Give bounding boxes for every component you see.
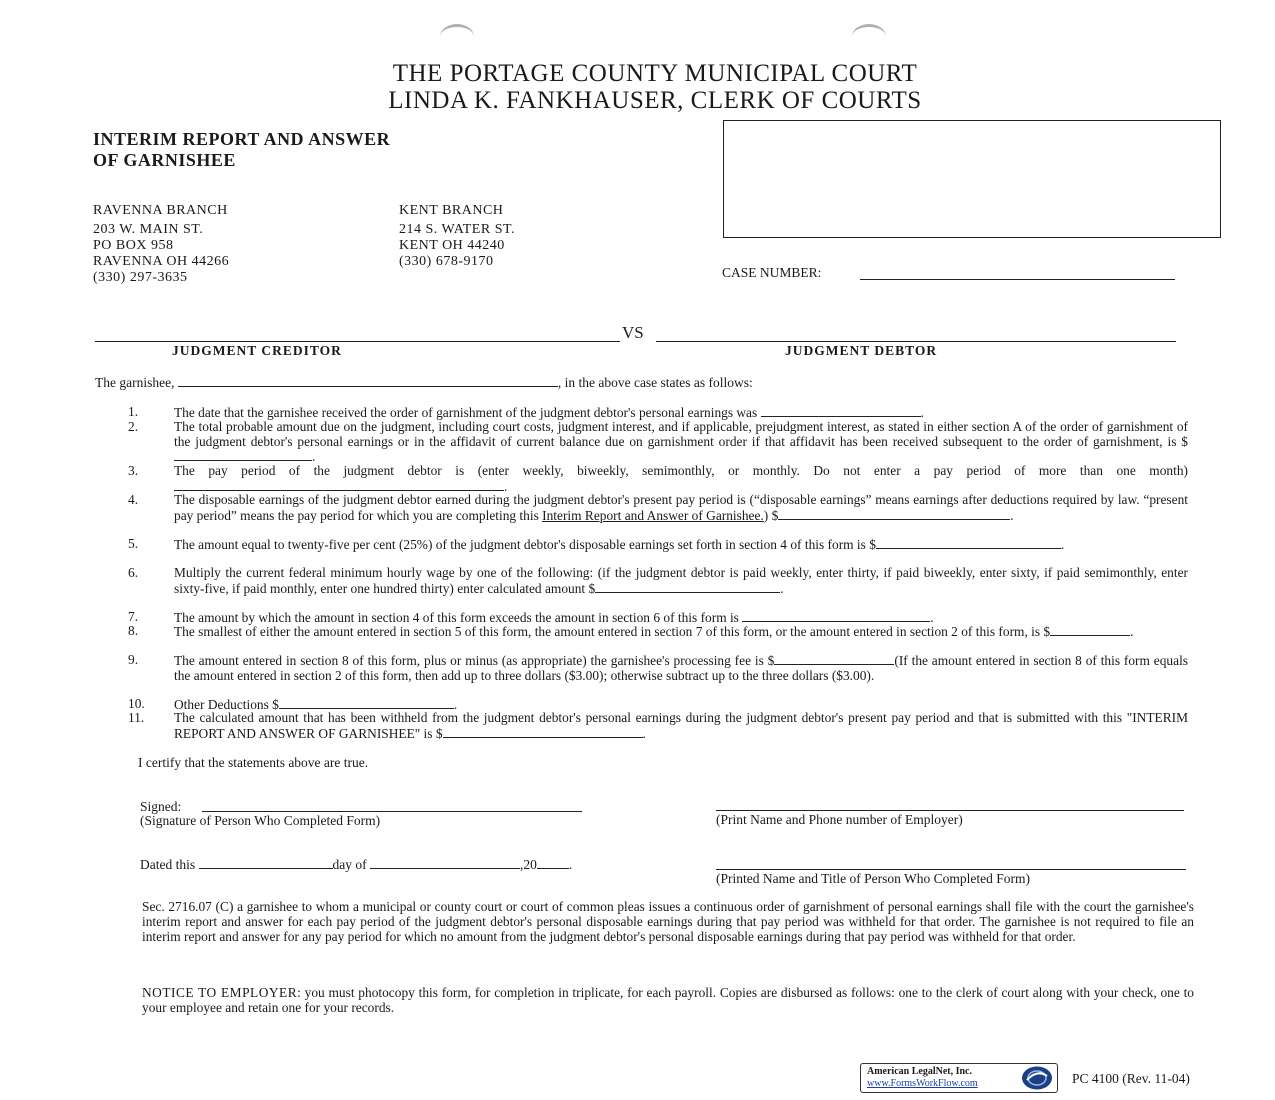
signed-label: Signed: (140, 799, 182, 814)
item-number: 10. (128, 696, 145, 711)
item-4: 4. The disposable earnings of the judgment debtor earned during the judgment debtor's present pay period is (“disposable earnings” means earnings after deductions required by law. “present pay period” means the pay period for which you are completing this Interim Report and Answer of Garnishee.) $ . (128, 492, 1188, 523)
punch-hole-right (852, 24, 886, 49)
item-5-field[interactable] (876, 537, 1061, 549)
globe-logo-icon (1019, 1065, 1055, 1091)
certify-statement: I certify that the statements above are true. (138, 755, 369, 770)
signature-field[interactable] (202, 811, 582, 812)
dated-line: Dated this day of ,20 . (140, 857, 573, 872)
item-text: The amount by which the amount in section 4 of this form exceeds the amount in section 6 of this form is (174, 610, 739, 625)
item-text: The date that the garnishee received the order of garnishment of the judgment debtor's personal earnings was (174, 405, 758, 420)
kent-phone: (330) 678-9170 (399, 254, 494, 269)
item-5: 5. The amount equal to twenty-five per cent (25%) of the judgment debtor's disposable earnings set forth in section 4 of this form is $ . (128, 536, 1065, 552)
statute-paragraph: Sec. 2716.07 (C) a garnishee to whom a municipal or county court or court of common pleas issues a continuous order of garnishment of personal earnings shall file with the court the garnishee's interim report and answer for each pay period of the judgment debtor's personal disposable earnings during that pay period was withheld for that order. The garnishee is not required to file an interim report and answer for any pay period for which no amount from the judgment debtor's personal disposable earnings during that pay period was withheld for that order. (142, 899, 1194, 944)
ravenna-city: RAVENNA OH 44266 (93, 254, 230, 269)
item-7: 7. The amount by which the amount in section 4 of this form exceeds the amount in section 6 of this form is . (128, 609, 934, 625)
item-number: 11. (128, 710, 145, 725)
item-9-field[interactable] (774, 653, 894, 665)
ravenna-branch (93, 203, 229, 286)
item-number: 3. (128, 463, 139, 478)
judgment-creditor-field[interactable] (95, 341, 620, 342)
item-number: 6. (128, 565, 139, 580)
logo-company-name: American LegalNet, Inc. (867, 1066, 972, 1077)
item-number: 4. (128, 492, 139, 507)
item-2-field[interactable] (174, 449, 312, 461)
item-8: 8. The smallest of either the amount entered in section 5 of this form, the amount entered in section 7 of this form, or the amount entered in section 2 of this form, is $ . (128, 623, 1134, 639)
item-1-field[interactable] (761, 405, 921, 417)
form-title-line1: INTERIM REPORT AND ANSWER (93, 129, 391, 149)
item-10: 10. Other Deductions $ . (128, 696, 458, 712)
item-number: 7. (128, 609, 139, 624)
clerk-stamp-box (723, 120, 1221, 238)
form-number: PC 4100 (Rev. 11-04) (1072, 1071, 1190, 1086)
garnishee-name-field[interactable] (178, 375, 558, 387)
item-11: 11. The calculated amount that has been withheld from the judgment debtor's personal earnings during the judgment debtor's present pay period and that is submitted with this "INTERIM REPORT AND ANSWER OF GARNISHEE" is $ . (128, 710, 1188, 741)
dated-this-label: Dated this (140, 857, 196, 872)
garnishee-pre: The garnishee, (95, 375, 175, 390)
ravenna-branch-name: RAVENNA BRANCH (93, 203, 228, 218)
ravenna-po: PO BOX 958 (93, 238, 174, 253)
item-text: The calculated amount that has been withheld from the judgment debtor's personal earnings during the judgment debtor's present pay period and that is submitted with this "INTERIM REPORT AND ANSWER OF GARNISHEE" is $ (174, 710, 1188, 741)
kent-branch-name: KENT BRANCH (399, 203, 504, 218)
item-10-field[interactable] (279, 697, 454, 709)
versus-label: VS (622, 323, 644, 342)
employer-field[interactable] (716, 810, 1184, 811)
item-11-field[interactable] (443, 726, 643, 738)
month-field[interactable] (370, 857, 520, 869)
printed-name-field[interactable] (716, 869, 1186, 870)
kent-city: KENT OH 44240 (399, 238, 505, 253)
year-field[interactable] (537, 857, 569, 869)
item-6: 6. Multiply the current federal minimum hourly wage by one of the following: (if the judgment debtor is paid weekly, enter thirty, if paid biweekly, enter sixty, if paid semimonthly, enter sixty-five, if paid monthly, enter one hundred thirty) enter calculated amount $ . (128, 565, 1188, 596)
item-3: 3. The pay period of the judgment debtor is (enter weekly, biweekly, semimonthly, or monthly. Do not enter a pay period of more than one month). (128, 463, 1188, 494)
item-7-field[interactable] (742, 610, 930, 622)
notice-label: NOTICE TO EMPLOYER (142, 985, 298, 1000)
judgment-debtor-label: JUDGMENT DEBTOR (785, 343, 938, 358)
item-text: The amount entered in section 8 of this form, plus or minus (as appropriate) the garnishee's processing fee is $ (174, 653, 775, 668)
punch-hole-left (440, 24, 474, 49)
employer-caption: (Print Name and Phone number of Employer) (716, 812, 963, 827)
item-text-underlined: Interim Report and Answer of Garnishee. (542, 507, 764, 523)
ravenna-street: 203 W. MAIN ST. (93, 222, 204, 237)
ravenna-phone: (330) 297-3635 (93, 270, 188, 285)
item-4-field[interactable] (778, 508, 1010, 520)
item-text: Multiply the current federal minimum hourly wage by one of the following: (if the judgment debtor is paid weekly, enter thirty, if paid biweekly, enter sixty, if paid semimonthly, enter sixty-five, if paid monthly, enter one hundred thirty) enter calculated amount $ (174, 565, 1188, 596)
case-number-field[interactable] (860, 279, 1175, 280)
item-text: The smallest of either the amount entered in section 5 of this form, the amount entered in section 7 of this form, or the amount entered in section 2 of this form, is $ (174, 624, 1051, 639)
item-8-field[interactable] (1050, 624, 1130, 636)
item-text-after: ) $ (763, 507, 779, 523)
item-number: 9. (128, 652, 139, 667)
item-9 (128, 653, 1188, 683)
clerk-name: LINDA K. FANKHAUSER, CLERK OF COURTS (388, 87, 922, 114)
item-1: 1. The date that the garnishee received the order of garnishment of the judgment debtor's personal earnings was . (128, 404, 924, 420)
item-text: The disposable earnings of the judgment debtor earned during the judgment debtor's present pay period is (“disposable earnings” means earnings after deductions required by law. “present pay period” means the pay period for which you are completing this (174, 492, 1188, 523)
item-text: Other Deductions $ (174, 697, 279, 712)
item-6-field[interactable] (595, 581, 780, 593)
item-text: The pay period of the judgment debtor is (enter weekly, biweekly, semimonthly, or monthly. Do not enter a pay period of more than one month) (174, 463, 1188, 478)
kent-branch (399, 203, 515, 270)
item-number: 1. (128, 404, 139, 419)
item-text-after: (If the amount entered in section 8 of this form equals the amount entered in section 2 of this form, then add up to three dollars ($3.00); otherwise subtract up to the three dollars ($3.00). (174, 653, 1188, 683)
item-number: 8. (128, 623, 139, 638)
form-title-line2: OF GARNISHEE (93, 150, 236, 170)
judgment-creditor-label: JUDGMENT CREDITOR (172, 343, 342, 358)
signature-caption: (Signature of Person Who Completed Form) (140, 813, 381, 828)
case-number-label: CASE NUMBER: (722, 265, 822, 280)
item-number: 2. (128, 419, 139, 434)
garnishee-post: , in the above case states as follows: (557, 375, 753, 390)
item-text: The total probable amount due on the judgment, including court costs, judgment interest, and if applicable, prejudgment interest, as stated in either section A of the order of garnishment of the judgment debtor's personal earnings or in the affidavit of current balance due on garnishment order if that affidavit has been received subsequent to the order of garnishment, is $ (174, 419, 1188, 449)
logo-url[interactable]: www.FormsWorkFlow.com (867, 1078, 978, 1089)
notice-text: : you must photocopy this form, for completion in triplicate, for each payroll. Copies are disbursed as follows: one to the clerk of court along with your check, one to your employee and retain one for your records. (142, 985, 1194, 1015)
day-of-label: day of (332, 857, 367, 872)
item-3-field[interactable] (174, 479, 504, 491)
item-text: The amount equal to twenty-five per cent (25%) of the judgment debtor's disposable earnings set forth in section 4 of this form is $ (174, 537, 876, 552)
item-2: 2. The total probable amount due on the judgment, including court costs, judgment interest, and if applicable, prejudgment interest, as stated in either section A of the order of garnishment of the judgment debtor's personal earnings or in the affidavit of current balance due on garnishment order if that affidavit has been received subsequent to the order of garnishment, is $. (128, 419, 1188, 465)
day-field[interactable] (199, 857, 333, 869)
year-prefix-label: ,20 (520, 857, 537, 872)
garnishee-line (95, 375, 753, 391)
judgment-debtor-field[interactable] (656, 341, 1176, 342)
notice-to-employer (142, 985, 1194, 1015)
kent-street: 214 S. WATER ST. (399, 222, 515, 237)
printed-name-caption: (Printed Name and Title of Person Who Completed Form) (716, 871, 1030, 886)
court-name: THE PORTAGE COUNTY MUNICIPAL COURT (392, 60, 918, 87)
american-legalnet-logo[interactable] (860, 1063, 1058, 1093)
item-number: 5. (128, 536, 139, 551)
